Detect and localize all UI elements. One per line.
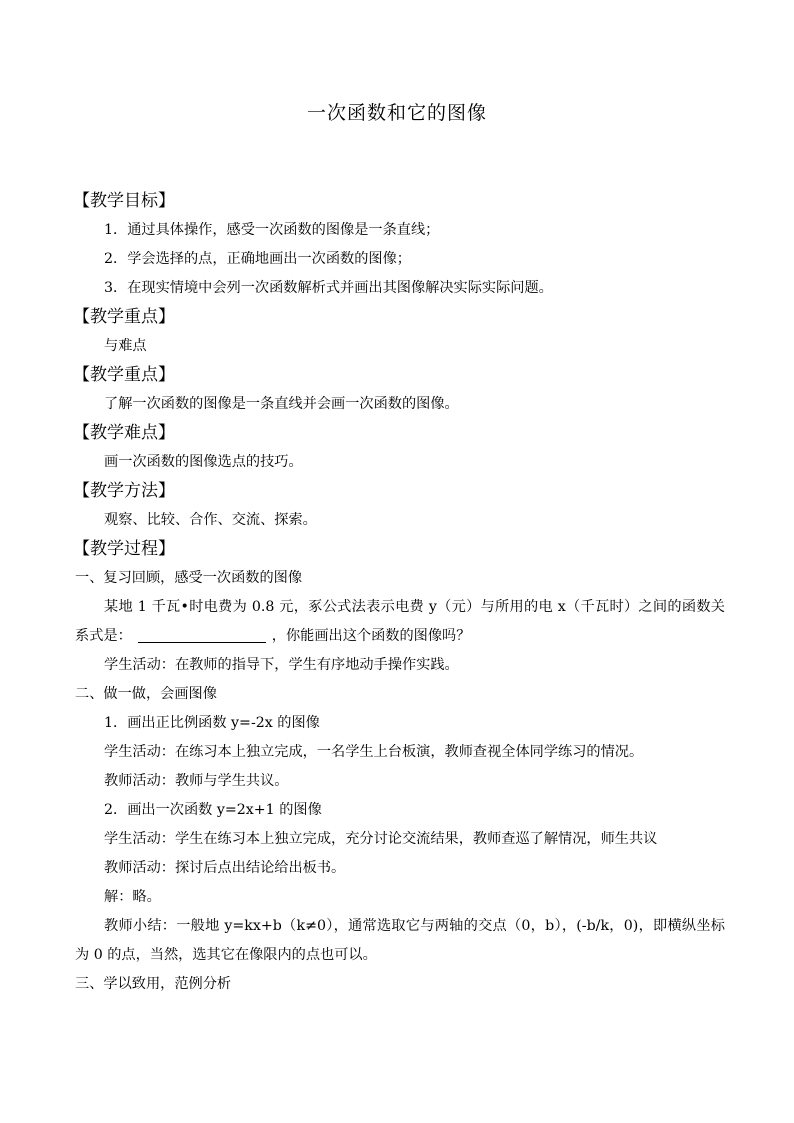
process-heading: 【教学过程】	[73, 539, 175, 559]
goal-item-3: 3．在现实情境中会列一次函数解析式并画出其图像解决实际实际问题。	[104, 280, 553, 296]
section-3-title: 三、学以致用，范例分析	[75, 976, 232, 992]
section-1-title: 一、复习回顾，感受一次函数的图像	[75, 570, 303, 586]
key-points-heading-1: 【教学重点】	[73, 307, 175, 327]
methods-text: 观察、比较、合作、交流、探索。	[104, 512, 317, 528]
document-title: 一次函数和它的图像	[306, 102, 487, 124]
key-points-text-2: 了解一次函数的图像是一条直线并会画一次函数的图像。	[104, 396, 459, 412]
section-2-title: 二、做一做，会画图像	[75, 686, 217, 702]
key-points-heading-2: 【教学重点】	[73, 365, 175, 385]
goal-item-1: 1．通过具体操作，感受一次函数的图像是一条直线；	[104, 222, 440, 238]
section-1-text-after-blank: ，你能画出这个函数的图像吗？	[271, 628, 471, 644]
section-2-solution: 解：略。	[104, 889, 161, 905]
section-2-teacher-activity-2: 教师活动：探讨后点出结论给出板书。	[104, 860, 346, 876]
section-2-teacher-summary: 教师小结：一般地 y=kx+b（k≠0），通常选取它与两轴的交点（0，b），(-b/k，0)，即横纵坐标为 0 的点，当然，选其它在像限内的点也可以。	[75, 918, 725, 963]
key-points-text-1: 与难点	[104, 338, 147, 354]
section-2-student-activity-2: 学生活动：学生在练习本上独立完成，充分讨论交流结果，教师查巡了解情况，师生共议	[104, 831, 658, 847]
section-2-student-activity-1: 学生活动：在练习本上独立完成，一名学生上台板演，教师查视全体同学练习的情况。	[104, 744, 644, 760]
methods-heading: 【教学方法】	[73, 481, 175, 501]
teaching-goals-heading: 【教学目标】	[73, 191, 175, 211]
section-2-item-1: 1．画出正比例函数 y=-2x 的图像	[104, 715, 320, 731]
answer-blank	[138, 626, 266, 643]
section-1-paragraph-2: 学生活动：在教师的指导下，学生有序地动手操作实践。	[104, 657, 459, 673]
difficulties-text: 画一次函数的图像选点的技巧。	[104, 454, 303, 470]
goal-item-2: 2．学会选择的点，正确地画出一次函数的图像；	[104, 251, 411, 267]
document-body	[75, 187, 725, 999]
section-2-teacher-activity-1: 教师活动：教师与学生共议。	[104, 773, 289, 789]
difficulties-heading: 【教学难点】	[73, 423, 175, 443]
section-2-item-2: 2．画出一次函数 y=2x+1 的图像	[104, 802, 322, 818]
section-1-paragraph-1	[75, 593, 725, 651]
section-1-text-before-blank: 某地 1 千瓦•时电费为 0.8 元，豖公式法表示电费 y（元）与所用的电 x（千瓦时）之间的函数关系式是：	[75, 599, 725, 644]
